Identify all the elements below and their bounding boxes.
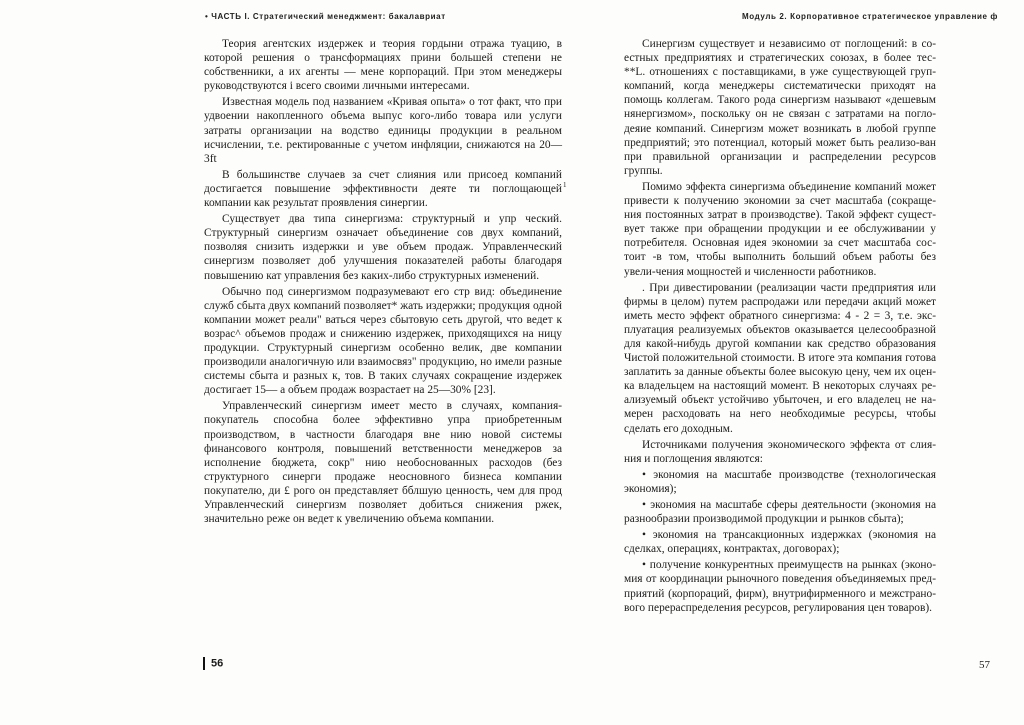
left-paragraph-2: Известная модель под названием «Кривая опыта» о тот факт, что при удвоении накопленного объема выпус кого-либо товара или услуги затраты организации на водство единицы продукции в реальном исчислении, т.е. ректированные с учетом инфляции, снижаются на 20—3ft [204, 96, 562, 165]
right-running-header: Модуль 2. Корпоративное стратегическое управление ф [742, 12, 999, 21]
right-page-body [624, 37, 936, 617]
right-paragraph-3: . При дивестировании (реализации части предприятия или фирмы в целом) путем распродажи или передачи акций может иметь место эффект обратного синергизма: 4 - 2 = 3, т.е. экс-плуатация реализуемых объектов оказывается целесообразной для какой-нибудь другой компании как средство образования Чистой положительной стоимости. В итоге эта компания готова заплатить за данные объекты более высокую цену, чем их оцен-ка владельцем на настоящий момент. В некоторых случаях ре-ализуемый объект устойчиво убыточен, и его владелец не на-мерен расходовать на него необходимые ресурсы, чтобы сделать его доходным. [624, 281, 936, 435]
right-page-number: 57 [979, 659, 990, 671]
left-running-header: • ЧАСТЬ I. Стратегический менеджмент: бакалавриат [205, 12, 446, 21]
right-bullet-4: • получение конкурентных преимуществ на рынках (эконо-мия от координации рыночного поведения объединяемых пред-приятий (корпораций, фирм), внутрифирменного и межстрано-вого перераспределения ресурсов, регулирования цен товаров). [624, 559, 936, 614]
right-paragraph-4: Источниками получения экономического эффекта от слия-ния и поглощения являются: [624, 438, 936, 465]
left-paragraph-5: Обычно под синергизмом подразумевают его стр вид: объединение служб сбыта двух компаний позволяет* жать издержки; продукция одной компании может реали" ваться через сбытовую сеть другой, что ведет к возрас^ объемов продаж и снижению издержек, приходящихся на ницу продукции. Структурный синергизм особенно велик, две компании производили аналогичную или взаимосвяз" продукцию, но имели разные системы сбыта и разных к, тов. В таких случаях сокращение издержек достигает 15— а объем продаж возрастает на 25—30% [23]. [204, 285, 562, 397]
left-page-body [204, 37, 562, 528]
right-paragraph-2: Помимо эффекта синергизма объединение компаний может привести к получению экономии за счет масштаба (сокраще-ния постоянных затрат в производстве). Такой эффект сущест-вует также при обращении продукции и ее обслуживании у потребителя. Основная идея экономии за счет масштаба сос-тоит -в том, чтобы выполнить больший объем работы без увели-чения мощностей и численности работников. [624, 180, 936, 278]
left-paragraph-6: Управленческий синергизм имеет место в случаях, компания-покупатель способна более эффективно упра приобретенным производством, в частности благодаря вне нию новой системы финансового контроля, повышений ветственности менеджеров за исполнение бюджета, сокр" нию необоснованных расходов (без структурного синерги продаже неосновного бизнеса компании покупателю, ди £ рого он представляет бблшую ценность, чем для прод Управленческий синергизм позволяет добиться снижения ржек, значительно реже он ведет к увеличению объема компании. [204, 400, 562, 526]
footnote-mark: 1 [563, 181, 567, 189]
right-bullet-3: • экономия на трансакционных издержках (экономия на сделках, операциях, контрактах, договорах); [624, 529, 936, 556]
left-page-number: 56 [211, 657, 224, 670]
left-paragraph-4: Существует два типа синергизма: структурный и упр ческий. Структурный синергизм означает объединение сов двух компаний, позволяя снизить издержки и уве объем продаж. Управленческий синергизм позволяет доб улучшения показателей работы благодаря повышению кат управления без каких-либо структурных изменений. [204, 213, 562, 282]
left-paragraph-1: Теория агентских издержек и теория гордыни отража туацию, в которой решения о трансформациях прини большей степени не собственники, а их агенты — мене корпораций. При этом менеджеры руководствуются і всего своими личными интересами. [204, 38, 562, 93]
right-page [512, 0, 1024, 725]
left-paragraph-3: В большинстве случаев за счет слияния или присоед компаний достигается повышение эффективности деяте ти поглощающей компании как результат проявления синергии. [204, 168, 562, 210]
right-paragraph-1: Синергизм существует и независимо от поглощений: в со-естных предприятиях и стратегических союзах, в более тес-**L. отношениях с поставщиками, в уже существующей груп-компаний, когда менеджеры систематически приходят на помощь коллегам. Такого рода синергизм называют «дешевым нянергизмом», поскольку он не связан с затратами на погло-деяие компаний. Синергизм может возникать в любой группе предприятий; это потенциал, который может быть реализо-ван при правильной организации и распределении ресурсов группы. [624, 38, 936, 177]
right-bullet-1: • экономия на масштабе производстве (технологическая экономия); [624, 468, 936, 495]
left-page-number-block [203, 657, 223, 670]
page-number-bar [203, 657, 205, 670]
right-bullet-2: • экономия на масштабе сферы деятельности (экономия на разнообразии производимой продукции и рынков сбыта); [624, 499, 936, 526]
